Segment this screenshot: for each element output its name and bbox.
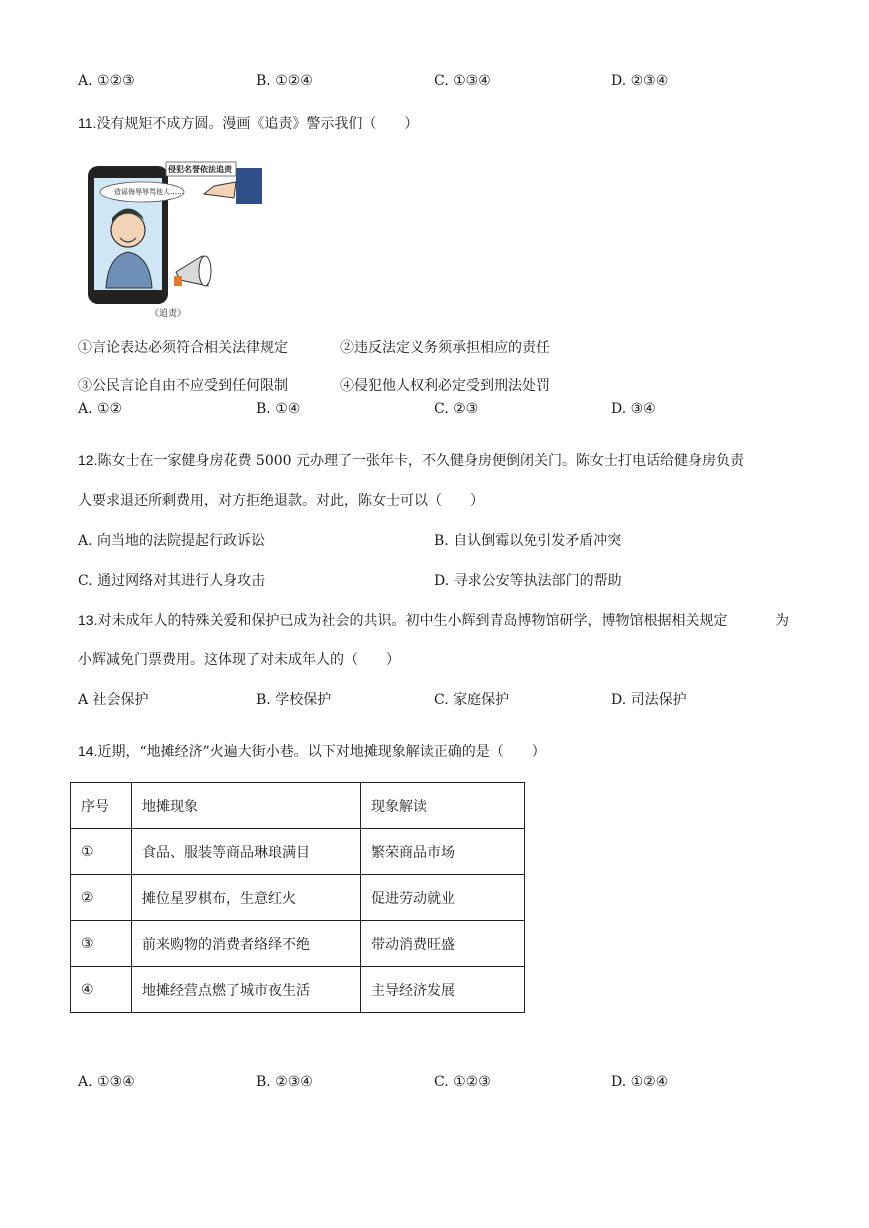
q13-number: 13.	[78, 612, 98, 628]
q11-option-c[interactable]: C. ②③	[434, 401, 479, 417]
q11-text: 没有规矩不成方圆。漫画《追责》警示我们（ ）	[96, 116, 419, 132]
q12-number: 12.	[78, 452, 98, 468]
q13-stem-line1-tail: 为	[775, 613, 789, 629]
cartoon-caption: 《追责》	[150, 309, 187, 319]
table-row	[71, 921, 525, 967]
q13-stem-line1	[78, 610, 727, 630]
q14-number: 14.	[78, 743, 98, 759]
q13-text-line1: 对未成年人的特殊关爱和保护已成为社会的共识。初中生小辉到青岛博物馆研学，博物馆根据相关规定	[97, 613, 728, 629]
q12-option-a[interactable]: A. 向当地的法院提起行政诉讼	[78, 533, 266, 549]
q13-stem-line2: 小辉减免门票费用。这体现了对未成年人的（ ）	[78, 652, 400, 668]
q14-option-d[interactable]: D. ①②④	[611, 1074, 669, 1090]
q10-option-c[interactable]: C. ①③④	[434, 73, 491, 89]
table-cell: 食品、服装等商品琳琅满目	[132, 829, 361, 875]
table-row	[71, 967, 525, 1013]
table-cell: ①	[71, 829, 132, 875]
table-cell: 主导经济发展	[361, 967, 525, 1013]
cartoon-illustration	[84, 160, 264, 320]
q12-option-b[interactable]: B. 自认倒霉以免引发矛盾冲突	[434, 533, 622, 549]
q14-option-c[interactable]: C. ①②③	[434, 1074, 491, 1090]
table-cell: 带动消费旺盛	[361, 921, 525, 967]
q13-option-a[interactable]: A 社会保护	[78, 692, 149, 708]
table-cell: ②	[71, 875, 132, 921]
q12-stem-line2: 人要求退还所剩费用，对方拒绝退款。对此，陈女士可以（ ）	[78, 493, 484, 509]
q11-number: 11.	[78, 115, 97, 131]
q14-stem	[78, 741, 546, 761]
q11-statement-2: ②违反法定义务须承担相应的责任	[340, 340, 550, 356]
q11-stem	[78, 113, 418, 133]
q12-option-c[interactable]: C. 通过网络对其进行人身攻击	[78, 573, 266, 589]
table-row	[71, 875, 525, 921]
table-cell: 促进劳动就业	[361, 875, 525, 921]
q11-statement-4: ④侵犯他人权利必定受到刑法处罚	[340, 378, 550, 394]
q12-option-d[interactable]: D. 寻求公安等执法部门的帮助	[434, 573, 622, 589]
q11-option-b[interactable]: B. ①④	[256, 401, 301, 417]
q10-option-d[interactable]: D. ②③④	[611, 73, 669, 89]
q11-statement-1: ①言论表达必须符合相关法律规定	[78, 340, 288, 356]
q10-option-b[interactable]: B. ①②④	[256, 73, 313, 89]
q13-option-d[interactable]: D. 司法保护	[611, 692, 687, 708]
cartoon-sign: 侵犯名誉依法追责	[168, 164, 232, 174]
q12-text-line1: 陈女士在一家健身房花费 5000 元办理了一张年卡，不久健身房便倒闭关门。陈女士打电话给健身房负责	[97, 453, 744, 469]
table-cell: 地摊经营点燃了城市夜生活	[132, 967, 361, 1013]
table-cell: ③	[71, 921, 132, 967]
q14-table	[70, 782, 525, 1013]
table-cell: 繁荣商品市场	[361, 829, 525, 875]
q11-option-d[interactable]: D. ③④	[611, 401, 656, 417]
q10-option-a[interactable]: A. ①②③	[78, 73, 135, 89]
q11-option-a[interactable]: A. ①②	[78, 401, 123, 417]
q11-cartoon	[84, 160, 264, 320]
q14-text: 近期，“地摊经济”火遍大街小巷。以下对地摊现象解读正确的是（ ）	[97, 744, 546, 760]
q11-statement-3: ③公民言论自由不应受到任何限制	[78, 378, 288, 394]
table-header-row	[71, 783, 525, 829]
table-header-cell: 序号	[71, 783, 132, 829]
table-cell: 摊位星罗棋布，生意红火	[132, 875, 361, 921]
table-row	[71, 829, 525, 875]
q13-option-b[interactable]: B. 学校保护	[256, 692, 332, 708]
q14-option-a[interactable]: A. ①③④	[78, 1074, 135, 1090]
table-cell: 前来购物的消费者络绎不绝	[132, 921, 361, 967]
q14-option-b[interactable]: B. ②③④	[256, 1074, 313, 1090]
q12-stem-line1	[78, 450, 744, 470]
table-header-cell: 地摊现象	[132, 783, 361, 829]
cartoon-bubble: 造谣侮辱辱骂他人……	[114, 188, 184, 196]
table-header-cell: 现象解读	[361, 783, 525, 829]
table-cell: ④	[71, 967, 132, 1013]
q13-option-c[interactable]: C. 家庭保护	[434, 692, 510, 708]
